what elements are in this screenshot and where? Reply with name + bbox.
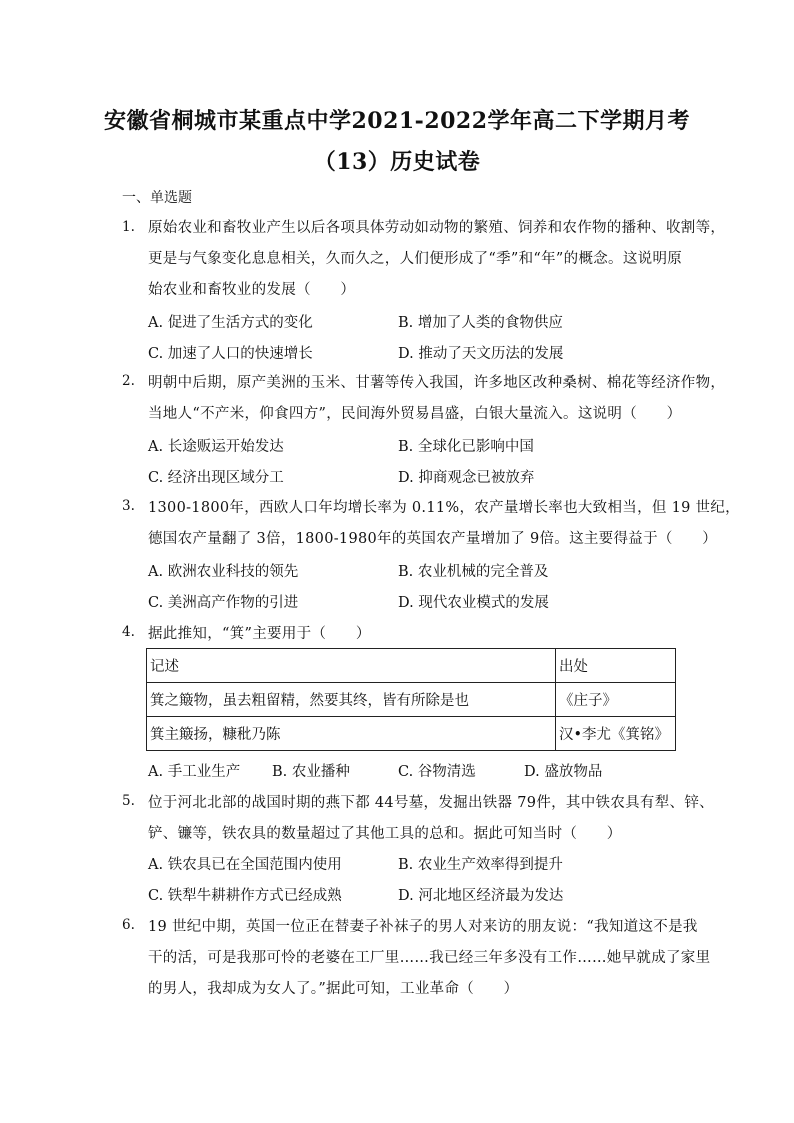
table-header-row (147, 649, 676, 683)
table-cell: 汉•李尤《箕铭》 (556, 717, 676, 751)
question-4-option-b: B. 农业播种 (272, 764, 350, 780)
question-3-stem-line: 1300-1800年，西欧人口年均增长率为 0.11%，农产量增长率也大致相当，但 19 世纪， (148, 500, 740, 516)
question-4-stem-line: 据此推知，“箕”主要用于（ ） (148, 626, 371, 642)
question-3-option-d: D. 现代农业模式的发展 (398, 595, 549, 611)
exam-title-line1: 安徽省桐城市某重点中学2021-2022学年高二下学期月考 (103, 108, 691, 134)
question-5-number: 5. (122, 793, 135, 809)
question-1-option-d: D. 推动了天文历法的发展 (398, 346, 564, 362)
question-5-option-b: B. 农业生产效率得到提升 (398, 857, 563, 873)
question-3-number: 3. (122, 498, 135, 514)
question-6-stem-line: 干的活，可是我那可怜的老婆在工厂里……我已经三年多没有工作……她早就成了家里 (148, 950, 711, 966)
question-5-stem-line: 铲、镰等，铁农具的数量超过了其他工具的总和。据此可知当时（ ） (148, 826, 622, 842)
table-cell: 箕主簸扬，糠秕乃陈 (147, 717, 556, 751)
question-2-stem-line: 明朝中后期，原产美洲的玉米、甘薯等传入我国，许多地区改种桑树、棉花等经济作物， (148, 375, 726, 391)
question-5-option-c: C. 铁犁牛耕耕作方式已经成熟 (148, 888, 342, 904)
question-6-number: 6. (122, 917, 135, 933)
table-cell: 箕之簸物，虽去粗留精，然要其终，皆有所除是也 (147, 683, 556, 717)
table-cell: 《庄子》 (556, 683, 676, 717)
question-1-option-a: A. 促进了生活方式的变化 (148, 315, 313, 331)
question-1-stem-line: 始农业和畜牧业的发展（ ） (148, 282, 356, 298)
question-2-option-b: B. 全球化已影响中国 (398, 439, 534, 455)
question-1-option-b: B. 增加了人类的食物供应 (398, 315, 563, 331)
question-4-option-a: A. 手工业生产 (148, 764, 241, 780)
question-5-option-d: D. 河北地区经济最为发达 (398, 888, 564, 904)
question-1-stem-line: 原始农业和畜牧业产生以后各项具体劳动如动物的繁殖、饲养和农作物的播种、收割等， (148, 220, 726, 236)
question-5-stem-line: 位于河北北部的战国时期的燕下都 44号墓，发掘出铁器 79件，其中铁农具有犁、锌、 (148, 795, 714, 811)
question-6-stem-line: 的男人，我却成为女人了。”据此可知，工业革命（ ） (148, 981, 519, 997)
question-2-option-a: A. 长途贩运开始发达 (148, 439, 284, 455)
table-row (147, 717, 676, 751)
question-2-stem-line: 当地人“不产米，仰食四方”，民间海外贸易昌盛，白银大量流入。这说明（ ） (148, 406, 682, 422)
question-4-number: 4. (122, 624, 135, 640)
question-2-option-d: D. 抑商观念已被放弃 (398, 470, 535, 486)
question-5-option-a: A. 铁农具已在全国范围内使用 (148, 857, 342, 873)
question-6-stem-line: 19 世纪中期，英国一位正在替妻子补袜子的男人对来访的朋友说：“我知道这不是我 (148, 919, 698, 935)
question-3-option-c: C. 美洲高产作物的引进 (148, 595, 299, 611)
table-row (147, 683, 676, 717)
question-2-option-c: C. 经济出现区域分工 (148, 470, 284, 486)
table-header-cell: 出处 (556, 649, 676, 683)
question-1-option-c: C. 加速了人口的快速增长 (148, 346, 313, 362)
question-1-number: 1. (122, 219, 135, 235)
question-3-option-b: B. 农业机械的完全普及 (398, 564, 549, 580)
exam-title-line2: （13）历史试卷 (313, 149, 481, 175)
question-2-number: 2. (122, 373, 135, 389)
question-3-stem-line: 德国农产量翻了 3倍，1800-1980年的英国农产量增加了 9倍。这主要得益于（ ） (148, 531, 718, 547)
section-heading: 一、单选题 (122, 190, 192, 206)
question-4-option-d: D. 盛放物品 (524, 764, 603, 780)
question-4-option-c: C. 谷物清选 (398, 764, 476, 780)
question-3-option-a: A. 欧洲农业科技的领先 (148, 564, 299, 580)
question-1-stem-line: 更是与气象变化息息相关，久而久之，人们便形成了“季”和“年”的概念。这说明原 (148, 251, 683, 267)
table-header-cell: 记述 (147, 649, 556, 683)
question-4-table (146, 648, 676, 751)
